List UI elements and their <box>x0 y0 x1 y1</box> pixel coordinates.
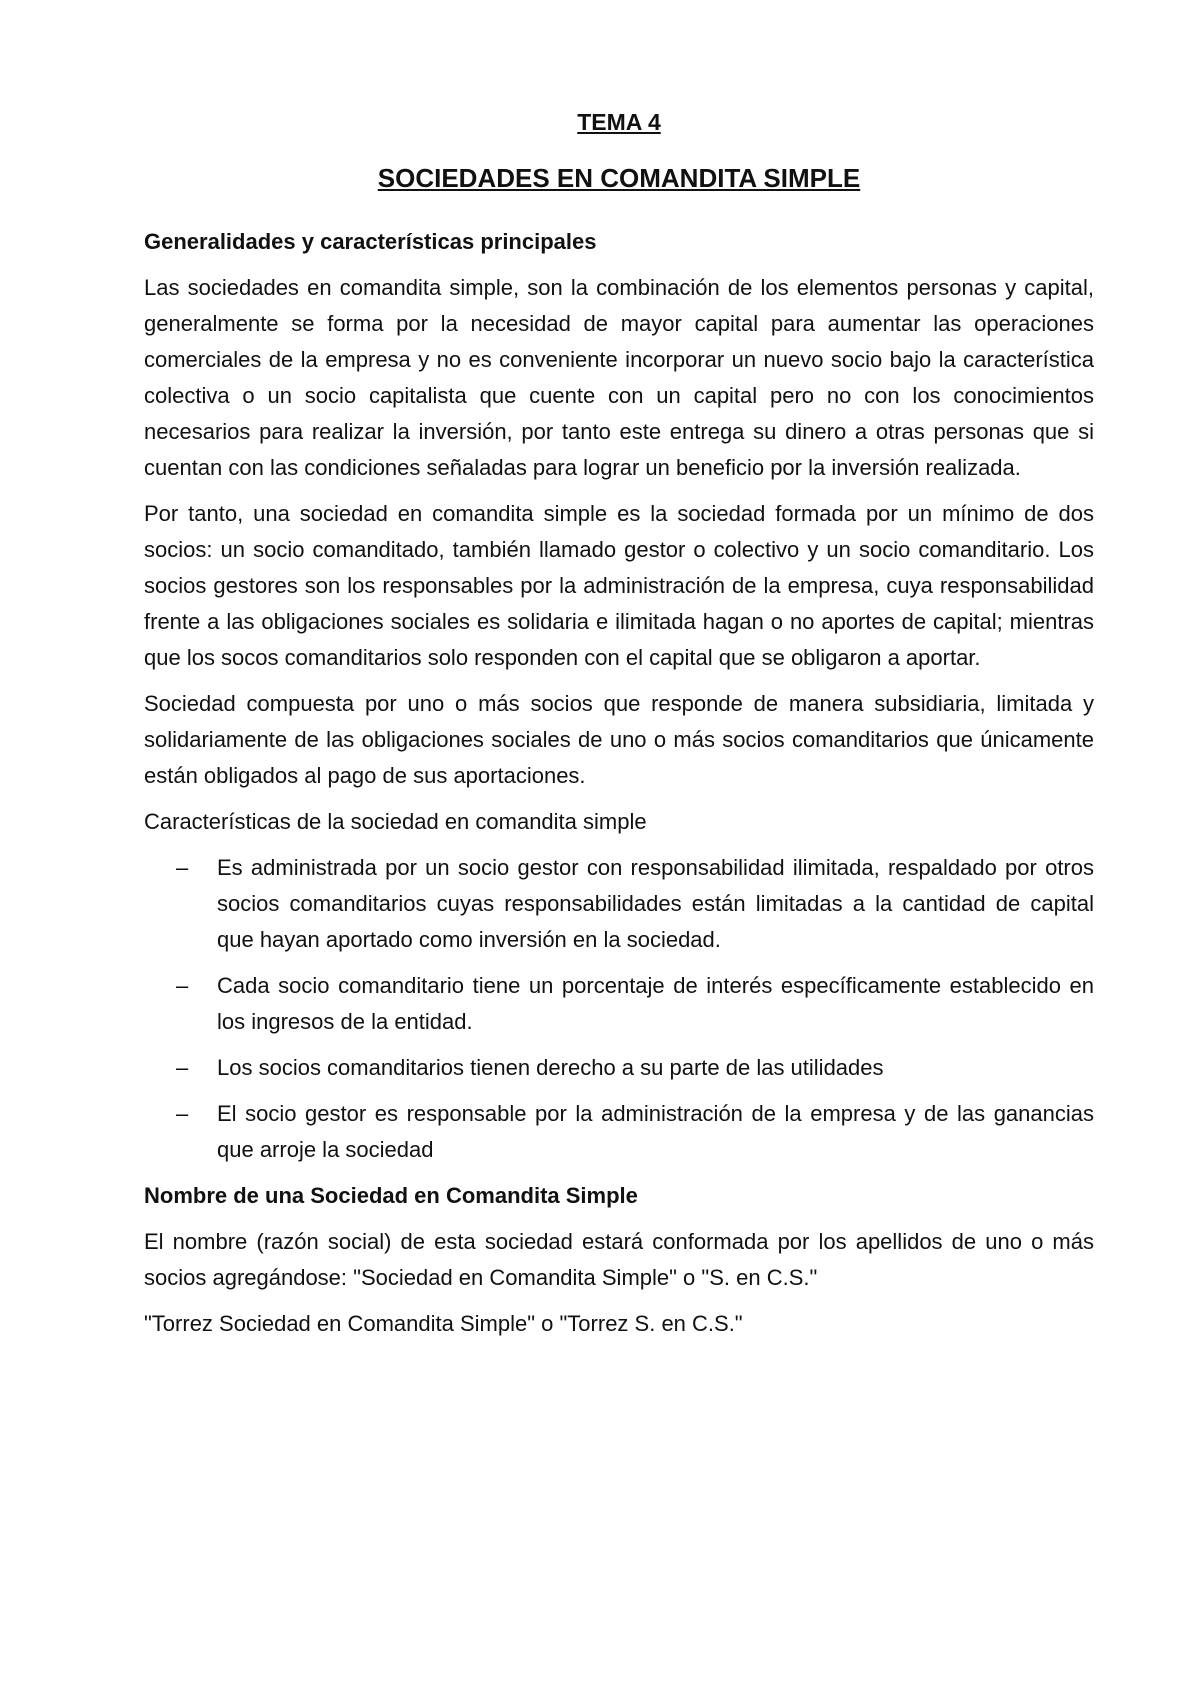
page-title: SOCIEDADES EN COMANDITA SIMPLE <box>377 163 861 193</box>
topic-number: TEMA 4 <box>577 109 661 135</box>
paragraph-name-rule: El nombre (razón social) de esta sociedad estará conformada por los apellidos de uno o más socios agregándose: "Sociedad en Comandita Simple" o "S. en C.S." <box>144 1229 1094 1290</box>
paragraph-example: "Torrez Sociedad en Comandita Simple" o "Torrez S. en C.S." <box>144 1311 743 1336</box>
characteristics-list <box>144 850 1094 1168</box>
list-item-text: El socio gestor es responsable por la administración de la empresa y de las ganancias que arroje la sociedad <box>217 1101 1094 1162</box>
list-item <box>144 1096 1094 1168</box>
list-item <box>144 850 1094 958</box>
dash-bullet-icon: – <box>176 973 189 998</box>
section-heading-nombre: Nombre de una Sociedad en Comandita Simple <box>144 1183 638 1208</box>
list-item-text: Cada socio comanditario tiene un porcentaje de interés específicamente establecido en los ingresos de la entidad. <box>217 973 1094 1034</box>
list-item-text: Los socios comanditarios tienen derecho a su parte de las utilidades <box>217 1055 884 1080</box>
list-item <box>144 968 1094 1040</box>
paragraph-intro: Las sociedades en comandita simple, son la combinación de los elementos personas y capital, generalmente se forma por la necesidad de mayor capital para aumentar las operaciones comerciales de la empresa y no es conveniente incorporar un nuevo socio bajo la característica colectiva o un socio capitalista que cuente con un capital pero no con los conocimientos necesarios para realizar la inversión, por tanto este entrega su dinero a otras personas que si cuentan con las condiciones señaladas para lograr un beneficio por la inversión realizada. <box>144 275 1094 480</box>
characteristics-label: Características de la sociedad en comandita simple <box>144 809 647 834</box>
section-heading-generalidades: Generalidades y características principales <box>144 229 597 254</box>
document-page <box>144 108 1094 1342</box>
list-item <box>144 1050 1094 1086</box>
dash-bullet-icon: – <box>176 1055 189 1080</box>
dash-bullet-icon: – <box>176 1101 189 1126</box>
paragraph-composition: Sociedad compuesta por uno o más socios que responde de manera subsidiaria, limitada y solidariamente de las obligaciones sociales de uno o más socios comanditarios que únicamente están obligados al pago de sus aportaciones. <box>144 691 1094 788</box>
dash-bullet-icon: – <box>176 855 189 880</box>
paragraph-definition: Por tanto, una sociedad en comandita simple es la sociedad formada por un mínimo de dos socios: un socio comanditado, también llamado gestor o colectivo y un socio comanditario. Los socios gestores son los responsables por la administración de la empresa, cuya responsabilidad frente a las obligaciones sociales es solidaria e ilimitada hagan o no aportes de capital; mientras que los socos comanditarios solo responden con el capital que se obligaron a aportar. <box>144 501 1094 670</box>
list-item-text: Es administrada por un socio gestor con responsabilidad ilimitada, respaldado por otros socios comanditarios cuyas responsabilidades están limitadas a la cantidad de capital que hayan aportado como inversión en la sociedad. <box>217 855 1094 952</box>
